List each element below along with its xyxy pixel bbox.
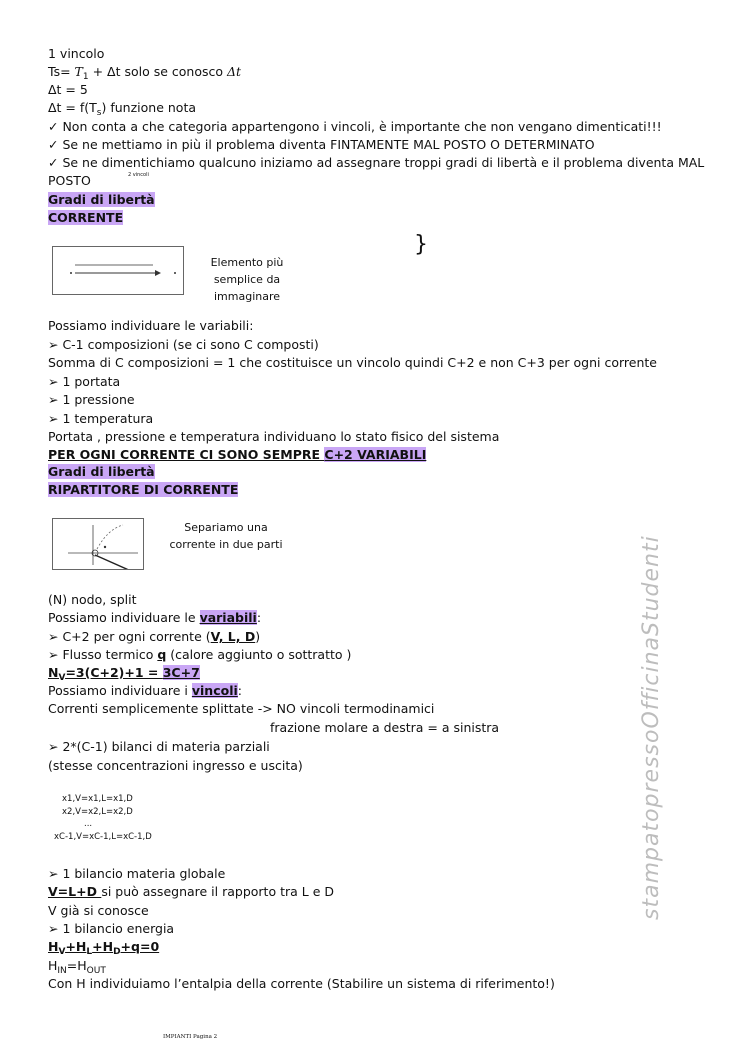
text: ) bbox=[101, 100, 107, 115]
text: RIPARTITORE DI CORRENTE bbox=[48, 482, 239, 497]
text: L bbox=[86, 947, 93, 957]
splitter-figure bbox=[52, 518, 144, 570]
text: N bbox=[48, 665, 59, 680]
text: Δt bbox=[227, 64, 242, 79]
figure-caption: Elemento più semplice da immaginare bbox=[210, 256, 284, 303]
check-line: ✓ Se ne mettiamo in più il problema diventa FINTAMENTE MAL POSTO O DETERMINATO bbox=[48, 137, 595, 152]
text-line: 1 vincolo bbox=[48, 46, 105, 61]
text: : bbox=[256, 610, 262, 625]
text: V bbox=[58, 673, 66, 683]
text: +H bbox=[65, 939, 87, 954]
text: 3C+7 bbox=[162, 665, 200, 680]
text-line: Con H individuiamo l’entalpia della corrente (Stabilire un sistema di riferimento!) bbox=[48, 976, 555, 991]
text-line: POSTO bbox=[48, 173, 91, 188]
text: Gradi di libertà bbox=[48, 192, 155, 207]
bullet-line: ➢ 1 portata bbox=[48, 374, 121, 389]
text: C+2 VARIABILI bbox=[324, 447, 427, 462]
text: (calore aggiunto o sottratto ) bbox=[166, 647, 352, 662]
heading bbox=[48, 464, 155, 480]
text: Δt = f(T bbox=[48, 100, 97, 115]
emphasis-line bbox=[48, 447, 426, 463]
text: 1 bbox=[82, 72, 89, 82]
equation-row: xC-1,V=xC-1,L=xC-1,D bbox=[54, 832, 152, 842]
heading bbox=[48, 192, 155, 208]
text: q bbox=[157, 647, 167, 662]
equation-line: Δt = 5 bbox=[48, 82, 88, 97]
handwritten-note: 2 vincoli bbox=[128, 172, 149, 178]
text: vincoli bbox=[191, 683, 238, 698]
text-line bbox=[48, 884, 334, 900]
text: : bbox=[237, 683, 242, 698]
text: IN bbox=[57, 966, 67, 976]
equation-row: ... bbox=[84, 819, 93, 829]
bullet-line bbox=[48, 647, 351, 663]
equation-line bbox=[48, 939, 159, 960]
text: V=L+D bbox=[48, 884, 102, 899]
text: ) bbox=[255, 629, 261, 644]
text: Possiamo individuare le bbox=[48, 610, 200, 625]
text: + Δt bbox=[88, 64, 121, 79]
text-line: V già si conosce bbox=[48, 903, 149, 918]
text: ➢ C+2 per ogni corrente ( bbox=[48, 629, 211, 644]
heading bbox=[48, 210, 123, 226]
page-footer: IMPIANTI Pagina 2 bbox=[163, 1034, 218, 1040]
text: variabili bbox=[199, 610, 257, 625]
stream-figure bbox=[52, 246, 184, 295]
text: funzione nota bbox=[106, 100, 197, 115]
text: solo se conosco bbox=[120, 64, 227, 79]
check-line: ✓ Non conta a che categoria appartengono i vincoli, è importante che non vengano dimenticati!!! bbox=[48, 119, 662, 134]
text: +H bbox=[92, 939, 114, 954]
text-line bbox=[48, 683, 242, 699]
text-line: Possiamo individuare le variabili: bbox=[48, 318, 254, 333]
text: =3(C+2)+1 = bbox=[65, 665, 163, 680]
bullet-line: ➢ C-1 composizioni (se ci sono C composti) bbox=[48, 337, 319, 352]
text-line: (stesse concentrazioni ingresso e uscita) bbox=[48, 758, 303, 773]
watermark: stampatopressoOfficinaStudenti bbox=[639, 535, 664, 920]
text: PER OGNI CORRENTE CI SONO SEMPRE bbox=[48, 447, 325, 462]
brace-mark: } bbox=[414, 232, 428, 257]
equation-row: x1,V=x1,L=x1,D bbox=[62, 794, 133, 804]
text: H bbox=[48, 939, 59, 954]
text: CORRENTE bbox=[48, 210, 124, 225]
text: si può assegnare il rapporto tra L e D bbox=[101, 884, 334, 899]
equation-row: x2,V=x2,L=x2,D bbox=[62, 807, 133, 817]
text: H bbox=[48, 958, 58, 973]
stream-arrow-icon bbox=[53, 247, 183, 294]
bullet-line bbox=[48, 629, 260, 645]
text: Ts= bbox=[48, 64, 75, 79]
text: Gradi di libertà bbox=[48, 464, 155, 479]
text: =H bbox=[66, 958, 87, 973]
splitter-diagram-icon bbox=[53, 519, 143, 569]
bullet-line: ➢ 1 bilancio materia globale bbox=[48, 866, 226, 881]
bullet-line: ➢ 1 pressione bbox=[48, 392, 135, 407]
text: ➢ Flusso termico bbox=[48, 647, 158, 662]
text-line: Portata , pressione e temperatura individuano lo stato fisico del sistema bbox=[48, 429, 500, 444]
text-line: Somma di C composizioni = 1 che costituisce un vincolo quindi C+2 e non C+3 per ogni corrente bbox=[48, 355, 657, 370]
text: OUT bbox=[86, 966, 106, 976]
text: +q=0 bbox=[120, 939, 160, 954]
bullet-line: ➢ 1 bilancio energia bbox=[48, 921, 175, 936]
text: Possiamo individuare i bbox=[48, 683, 192, 698]
bullet-line: ➢ 1 temperatura bbox=[48, 411, 154, 426]
equation-line bbox=[48, 100, 196, 121]
heading bbox=[48, 482, 238, 498]
text-line: Correnti semplicemente splittate -> NO vincoli termodinamici bbox=[48, 701, 435, 716]
text: T bbox=[74, 64, 83, 79]
text: D bbox=[113, 947, 121, 957]
text: V, L, D bbox=[210, 629, 256, 644]
text: V bbox=[58, 947, 66, 957]
text-line bbox=[48, 610, 261, 626]
text: s bbox=[96, 108, 102, 118]
text-line: (N) nodo, split bbox=[48, 592, 137, 607]
bullet-line: ➢ 2*(C-1) bilanci di materia parziali bbox=[48, 739, 270, 754]
text-line: frazione molare a destra = a sinistra bbox=[270, 720, 500, 735]
check-line: ✓ Se ne dimentichiamo qualcuno iniziamo ad assegnare troppi gradi di libertà e il problema diventa MAL bbox=[48, 155, 705, 170]
figure-caption: Separiamo una corrente in due parti bbox=[169, 521, 283, 551]
